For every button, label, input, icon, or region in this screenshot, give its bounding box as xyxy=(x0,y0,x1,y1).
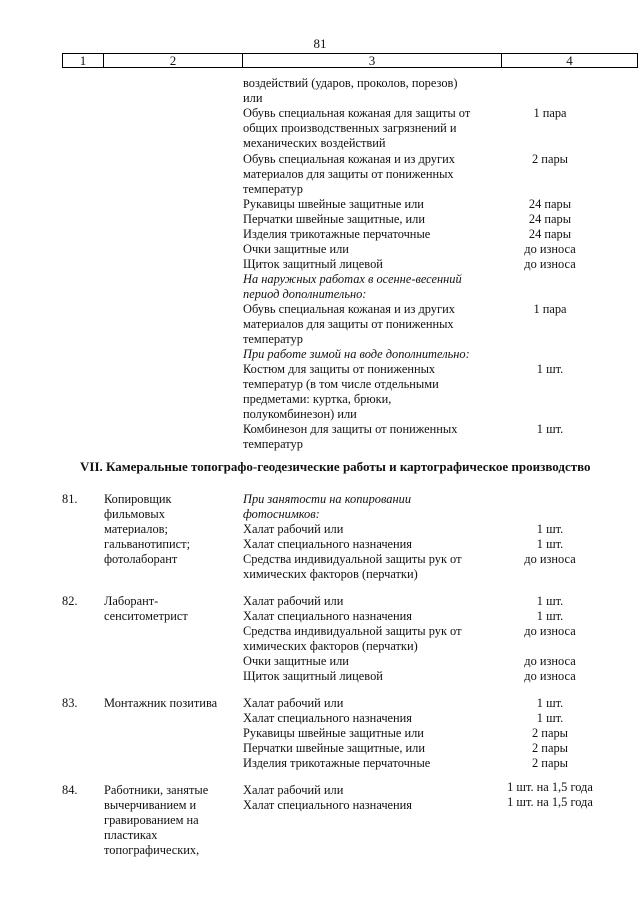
profession-line: материалов; xyxy=(104,522,168,536)
profession-line: гравированием на xyxy=(104,813,199,827)
item-line: материалов для защиты от пониженных xyxy=(243,317,454,331)
norm-value: 1 шт. на 1,5 года xyxy=(507,795,593,809)
profession-line: фотолаборант xyxy=(104,552,178,566)
norm-value: 24 пары xyxy=(528,227,572,241)
norm-value: 1 пара xyxy=(533,106,567,120)
item-line: температур (в том числе отдельными xyxy=(243,377,439,391)
norm-value: 1 шт. xyxy=(536,594,564,608)
norm-value: до износа xyxy=(524,257,576,271)
item-line: Средства индивидуальной защиты рук от xyxy=(243,624,462,638)
profession-line: пластиках xyxy=(104,828,158,842)
norm-value: 24 пары xyxy=(528,212,572,226)
item-line: Обувь специальная кожаная для защиты от xyxy=(243,106,471,120)
norm-value: 1 шт. на 1,5 года xyxy=(507,780,593,794)
norm-value: 1 шт. xyxy=(536,522,564,536)
item-line: Халат рабочий или xyxy=(243,696,344,710)
item-line: химических факторов (перчатки) xyxy=(243,567,418,581)
norm-value: 1 пара xyxy=(533,302,567,316)
item-line: Обувь специальная кожаная и из других xyxy=(243,302,455,316)
column-header-3: 3 xyxy=(243,54,502,68)
item-line: Халат специального назначения xyxy=(243,798,413,812)
column-header-row xyxy=(62,53,638,68)
item-line: воздействий (ударов, проколов, порезов) xyxy=(243,76,458,90)
item-line: температур xyxy=(243,182,303,196)
row-number: 84. xyxy=(62,783,78,797)
item-line: общих производственных загрязнений и xyxy=(243,121,457,135)
profession-line: Работники, занятые xyxy=(104,783,209,797)
profession-line: гальванотипист; xyxy=(104,537,191,551)
item-line: или xyxy=(243,91,263,105)
item-line: Щиток защитный лицевой xyxy=(243,257,383,271)
item-line: Обувь специальная кожаная и из других xyxy=(243,152,455,166)
row-number: 83. xyxy=(62,696,78,710)
item-line: Рукавицы швейные защитные или xyxy=(243,726,424,740)
norm-value: 2 пары xyxy=(532,152,568,166)
profession-line: Копировщик xyxy=(104,492,172,506)
item-line: Халат рабочий или xyxy=(243,522,344,536)
norm-value: 2 пары xyxy=(532,741,568,755)
profession-line: Монтажник позитива xyxy=(104,696,218,710)
norm-value: 2 пары xyxy=(532,726,568,740)
item-line: температур xyxy=(243,437,303,451)
item-line: химических факторов (перчатки) xyxy=(243,639,418,653)
item-line: Халат рабочий или xyxy=(243,594,344,608)
item-line: Перчатки швейные защитные, или xyxy=(243,212,425,226)
norm-value: до износа xyxy=(524,242,576,256)
item-line: Халат специального назначения xyxy=(243,711,413,725)
norm-value: 1 шт. xyxy=(536,422,564,436)
column-header-2: 2 xyxy=(104,54,243,68)
norm-value: до износа xyxy=(524,669,576,683)
page-number: 81 xyxy=(313,36,327,51)
column-header-4: 4 xyxy=(502,54,638,68)
profession-line: вычерчиванием и xyxy=(104,798,197,812)
row-number: 81. xyxy=(62,492,78,506)
item-note: На наружных работах в осенне-весенний xyxy=(243,272,462,286)
profession-line: сенситометрист xyxy=(104,609,188,623)
item-line: Костюм для защиты от пониженных xyxy=(243,362,436,376)
norm-value: 1 шт. xyxy=(536,711,564,725)
norm-value: 1 шт. xyxy=(536,696,564,710)
item-line: Очки защитные или xyxy=(243,242,349,256)
profession-line: топографических, xyxy=(104,843,200,857)
norm-value: 1 шт. xyxy=(536,609,564,623)
profession-line: фильмовых xyxy=(104,507,165,521)
item-line: температур xyxy=(243,332,303,346)
item-line: предметами: куртка, брюки, xyxy=(243,392,392,406)
item-line: Рукавицы швейные защитные или xyxy=(243,197,424,211)
section-title: VII. Камеральные топографо-геодезические работы и картографическое производство xyxy=(80,459,591,474)
norm-value: 24 пары xyxy=(528,197,572,211)
norm-value: 1 шт. xyxy=(536,537,564,551)
item-line: Средства индивидуальной защиты рук от xyxy=(243,552,462,566)
item-line: Очки защитные или xyxy=(243,654,349,668)
item-line: механических воздействий xyxy=(243,136,386,150)
item-note: При занятости на копировании xyxy=(243,492,412,506)
item-line: Перчатки швейные защитные, или xyxy=(243,741,425,755)
item-line: Изделия трикотажные перчаточные xyxy=(243,756,431,770)
item-line: Щиток защитный лицевой xyxy=(243,669,383,683)
item-note: При работе зимой на воде дополнительно: xyxy=(243,347,470,361)
item-line: Халат специального назначения xyxy=(243,537,413,551)
norm-value: до износа xyxy=(524,552,576,566)
item-line: Халат специального назначения xyxy=(243,609,413,623)
item-line: Комбинезон для защиты от пониженных xyxy=(243,422,458,436)
item-note: фотоснимков: xyxy=(243,507,320,521)
profession-line: Лаборант- xyxy=(104,594,159,608)
item-note: период дополнительно: xyxy=(243,287,367,301)
column-header-1: 1 xyxy=(63,54,104,68)
norm-value: 2 пары xyxy=(532,756,568,770)
norm-value: до износа xyxy=(524,654,576,668)
norm-value: до износа xyxy=(524,624,576,638)
item-line: материалов для защиты от пониженных xyxy=(243,167,454,181)
item-line: полукомбинезон) или xyxy=(243,407,357,421)
norm-value: 1 шт. xyxy=(536,362,564,376)
item-line: Халат рабочий или xyxy=(243,783,344,797)
row-number: 82. xyxy=(62,594,78,608)
item-line: Изделия трикотажные перчаточные xyxy=(243,227,431,241)
